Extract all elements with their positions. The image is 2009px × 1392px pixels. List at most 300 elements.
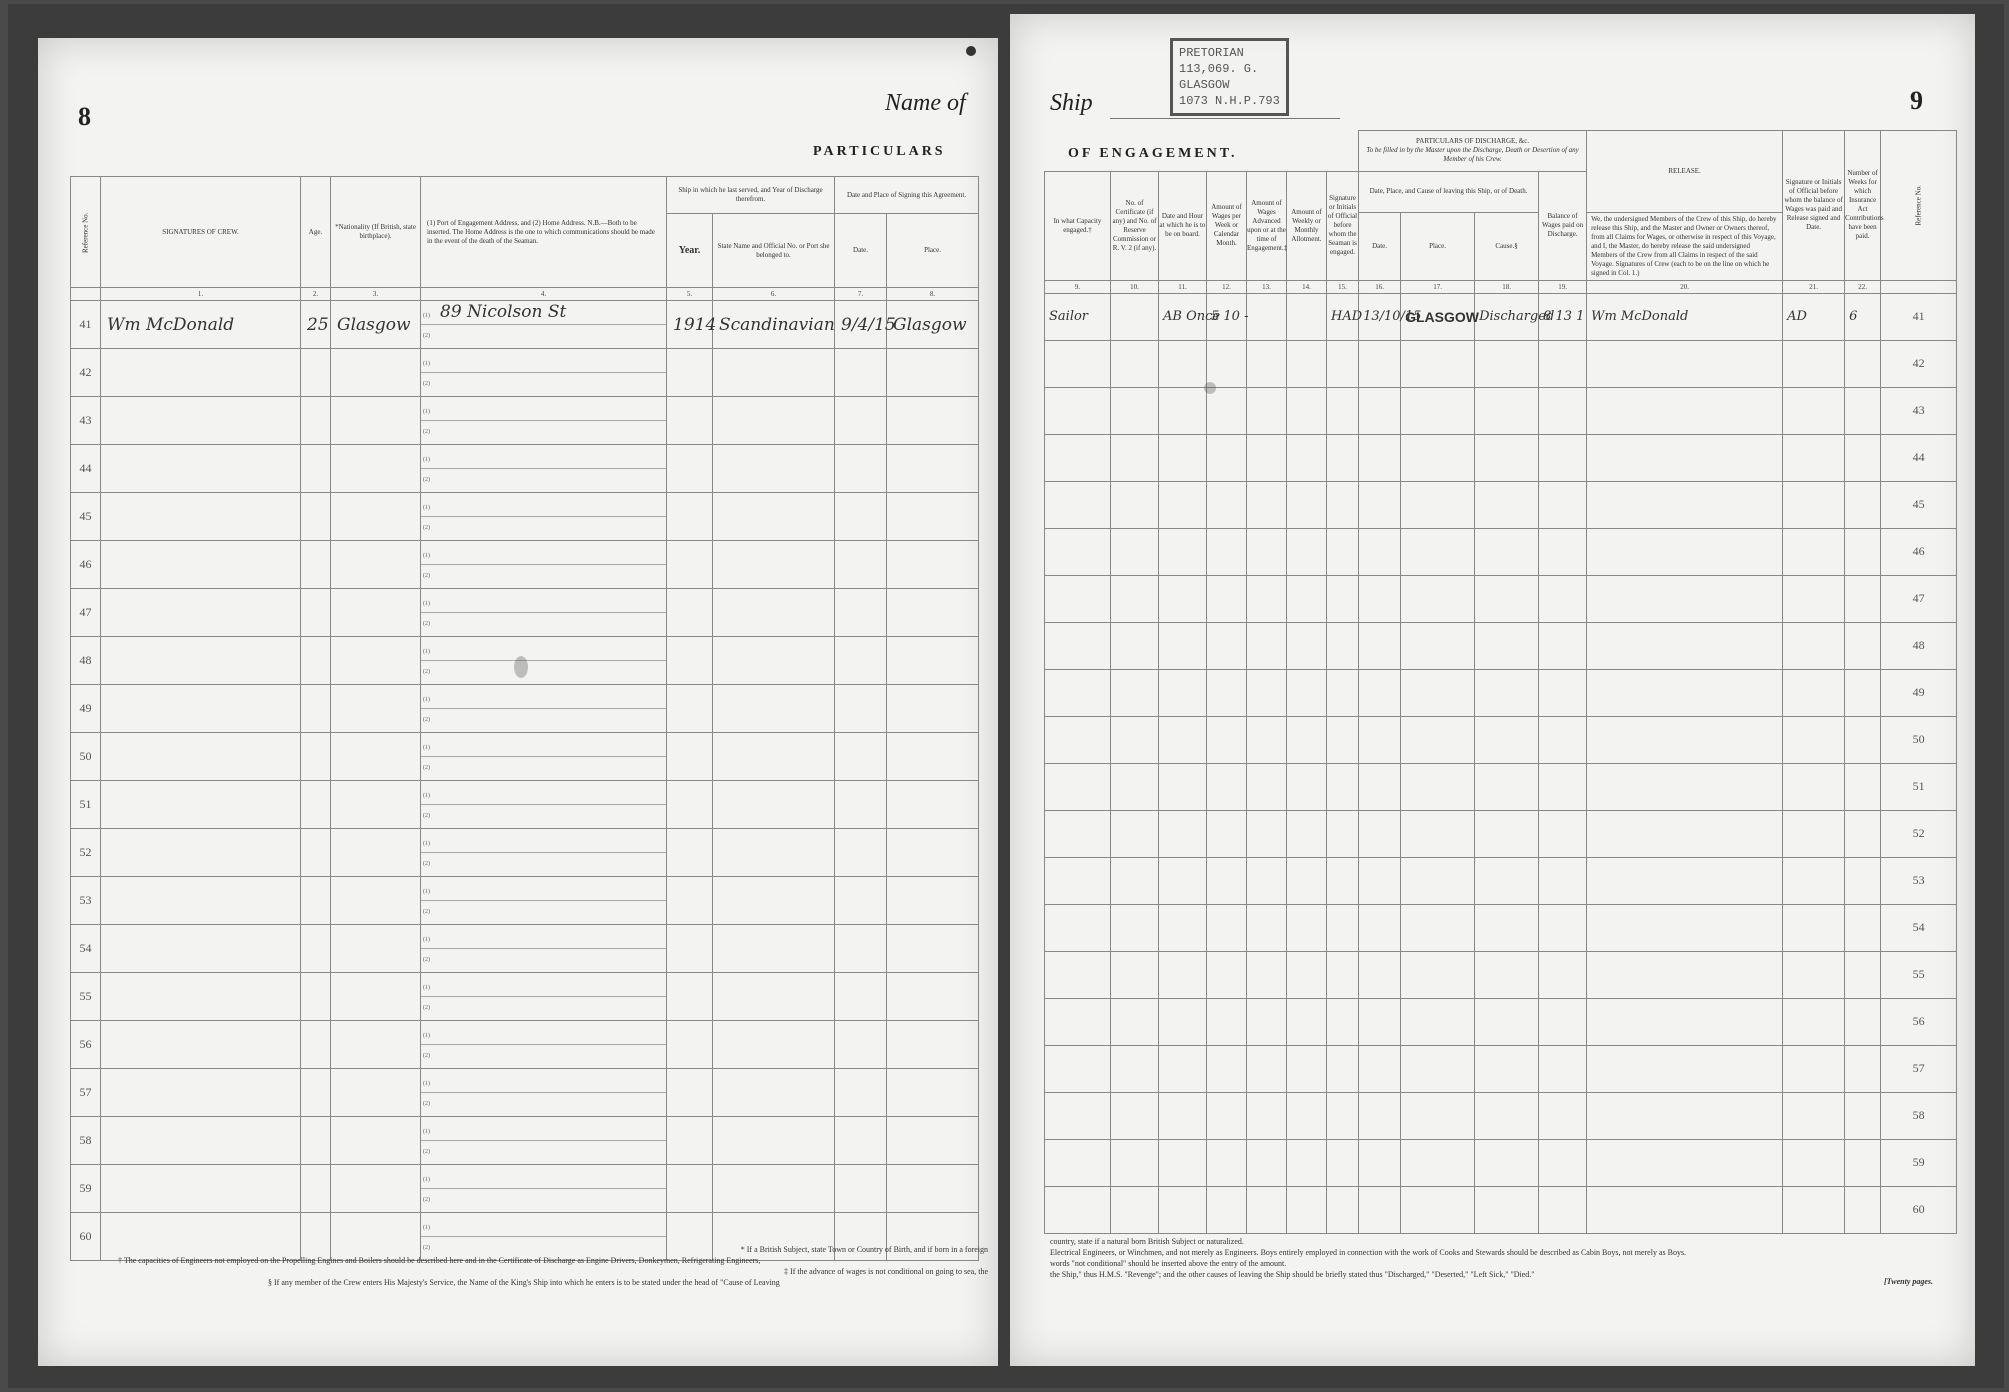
address-line-label: (2)	[423, 525, 430, 531]
last-ship-name	[713, 1165, 835, 1213]
advance-amount	[1247, 669, 1287, 716]
discharge-date	[1359, 622, 1401, 669]
wages-amount	[1207, 1139, 1247, 1186]
certificate-number	[1111, 481, 1159, 528]
column-number: 10.	[1111, 280, 1159, 293]
crew-nationality	[331, 397, 421, 445]
allotment-amount	[1287, 340, 1327, 387]
engaging-official	[1327, 857, 1359, 904]
release-signature	[1587, 622, 1783, 669]
crew-address	[421, 973, 667, 1021]
advance-amount	[1247, 575, 1287, 622]
last-ship-name	[713, 685, 835, 733]
signing-place	[887, 685, 979, 733]
last-ship-name	[713, 1069, 835, 1117]
crew-row	[71, 541, 979, 589]
last-ship-year	[667, 445, 713, 493]
reference-number: 51	[1881, 763, 1957, 810]
date-on-board	[1159, 387, 1207, 434]
date-on-board	[1159, 998, 1207, 1045]
release-signature	[1587, 763, 1783, 810]
discharge-place	[1401, 1139, 1475, 1186]
address-line-label: (2)	[423, 477, 430, 483]
reference-number: 52	[1881, 810, 1957, 857]
release-official	[1783, 528, 1845, 575]
crew-address	[421, 733, 667, 781]
last-ship-year	[667, 349, 713, 397]
discharge-cause	[1475, 857, 1539, 904]
advance-amount	[1247, 1092, 1287, 1139]
crew-nationality	[331, 925, 421, 973]
last-ship-year	[667, 829, 713, 877]
column-number: 22.	[1845, 280, 1881, 293]
certificate-number	[1111, 1092, 1159, 1139]
wages-amount	[1207, 434, 1247, 481]
discharge-place	[1401, 434, 1475, 481]
capacity-engaged	[1045, 716, 1111, 763]
last-ship-name	[713, 541, 835, 589]
release-official	[1783, 575, 1845, 622]
last-ship-name	[713, 349, 835, 397]
balance-of-wages	[1539, 716, 1587, 763]
address-line-label: (2)	[423, 1005, 430, 1011]
signing-date	[835, 781, 887, 829]
crew-address	[421, 637, 667, 685]
column-number: 7.	[835, 288, 887, 301]
column-number: 1.	[101, 288, 301, 301]
left-page	[38, 38, 998, 1366]
crew-row	[71, 685, 979, 733]
capacity-engaged	[1045, 1045, 1111, 1092]
reference-number: 60	[1881, 1186, 1957, 1233]
release-signature	[1587, 340, 1783, 387]
last-ship-year	[667, 1021, 713, 1069]
crew-row	[71, 733, 979, 781]
reference-number: 57	[71, 1069, 101, 1117]
advance-amount	[1247, 293, 1287, 340]
address-line-label: (2)	[423, 765, 430, 771]
address-line-label: (2)	[423, 1101, 430, 1107]
discharge-date	[1359, 904, 1401, 951]
advance-amount	[1247, 1139, 1287, 1186]
engagement-row	[1045, 904, 1957, 951]
discharge-date	[1359, 387, 1401, 434]
footnotes	[1050, 1236, 1950, 1280]
column-number	[1881, 280, 1957, 293]
crew-nationality	[331, 493, 421, 541]
section-heading: OF ENGAGEMENT.	[1068, 146, 1238, 161]
right-page	[1010, 14, 1975, 1366]
engaging-official	[1327, 622, 1359, 669]
capacity-engaged	[1045, 340, 1111, 387]
insurance-weeks	[1845, 904, 1881, 951]
signing-date	[835, 349, 887, 397]
signing-place: Glasgow	[887, 301, 979, 349]
reference-number: 51	[71, 781, 101, 829]
release-official	[1783, 1092, 1845, 1139]
column-number: 5.	[667, 288, 713, 301]
address-line-label: (2)	[423, 909, 430, 915]
column-header: Reference No.	[1881, 131, 1957, 281]
signing-date	[835, 445, 887, 493]
address-line-label: (1)	[423, 1033, 430, 1039]
address-line-label: (1)	[423, 745, 430, 751]
allotment-amount	[1287, 669, 1327, 716]
capacity-engaged	[1045, 528, 1111, 575]
reference-number: 58	[1881, 1092, 1957, 1139]
engaging-official	[1327, 1186, 1359, 1233]
crew-row	[71, 973, 979, 1021]
date-on-board	[1159, 1092, 1207, 1139]
last-ship-year	[667, 1165, 713, 1213]
date-on-board: AB Once	[1159, 293, 1207, 340]
last-ship-year	[667, 685, 713, 733]
balance-of-wages	[1539, 669, 1587, 716]
crew-age	[301, 877, 331, 925]
page-title: Ship	[1050, 90, 1093, 116]
discharge-place	[1401, 481, 1475, 528]
signing-place	[887, 397, 979, 445]
wages-amount	[1207, 1092, 1247, 1139]
column-header: *Nationality (If British, state birthplace).	[331, 177, 421, 288]
crew-address	[421, 1165, 667, 1213]
certificate-number	[1111, 763, 1159, 810]
certificate-number	[1111, 434, 1159, 481]
ink-blot	[1204, 382, 1216, 394]
crew-nationality	[331, 877, 421, 925]
discharge-date	[1359, 1139, 1401, 1186]
release-signature: Wm McDonald	[1587, 293, 1783, 340]
crew-row	[71, 589, 979, 637]
column-header: Date.	[835, 214, 887, 288]
discharge-place	[1401, 716, 1475, 763]
release-signature	[1587, 575, 1783, 622]
balance-of-wages	[1539, 1139, 1587, 1186]
engagement-row	[1045, 763, 1957, 810]
footnote: country, state if a natural born British Subject or naturalized.	[1050, 1237, 1244, 1246]
wages-amount	[1207, 622, 1247, 669]
release-official	[1783, 1045, 1845, 1092]
binding-hole	[966, 46, 976, 56]
column-number: 20.	[1587, 280, 1783, 293]
footnote: † The capacities of Engineers not employed on the Propelling Engines and Boilers should be described here and in the Certificate of Discharge as Engine Drivers, Donkeymen, Refrigerating Engineers,	[118, 1256, 761, 1265]
engagement-row	[1045, 951, 1957, 998]
insurance-weeks	[1845, 857, 1881, 904]
column-number: 3.	[331, 288, 421, 301]
discharge-cause	[1475, 1186, 1539, 1233]
signing-place	[887, 877, 979, 925]
release-official	[1783, 387, 1845, 434]
crew-signature	[101, 925, 301, 973]
wages-amount	[1207, 387, 1247, 434]
crew-address	[421, 925, 667, 973]
release-signature	[1587, 1092, 1783, 1139]
date-on-board	[1159, 669, 1207, 716]
advance-amount	[1247, 810, 1287, 857]
column-header: Place.	[1401, 212, 1475, 280]
crew-address	[421, 301, 667, 349]
crew-signature: Wm McDonald	[101, 301, 301, 349]
discharge-place	[1401, 810, 1475, 857]
stamp-line: 1073 N.H.P.793	[1179, 94, 1280, 108]
signing-date	[835, 589, 887, 637]
advance-amount	[1247, 434, 1287, 481]
release-signature	[1587, 810, 1783, 857]
crew-row	[71, 493, 979, 541]
release-official	[1783, 669, 1845, 716]
discharge-cause	[1475, 951, 1539, 998]
insurance-weeks	[1845, 951, 1881, 998]
wages-amount	[1207, 716, 1247, 763]
release-official	[1783, 810, 1845, 857]
release-signature	[1587, 387, 1783, 434]
discharge-date	[1359, 810, 1401, 857]
capacity-engaged	[1045, 669, 1111, 716]
wages-amount: 5 10 -	[1207, 293, 1247, 340]
pages-note: [Twenty pages.	[1884, 1277, 1934, 1286]
advance-amount	[1247, 716, 1287, 763]
address-line-label: (1)	[423, 601, 430, 607]
crew-age	[301, 1069, 331, 1117]
date-on-board	[1159, 481, 1207, 528]
discharge-cause	[1475, 622, 1539, 669]
engagement-row	[1045, 575, 1957, 622]
column-header: Amount of Wages Advanced upon or at the time of Engagement.‡	[1247, 171, 1287, 280]
certificate-number	[1111, 810, 1159, 857]
advance-amount	[1247, 951, 1287, 998]
stamp-line: 113,069. G.	[1179, 62, 1259, 76]
release-official	[1783, 481, 1845, 528]
reference-number: 60	[71, 1213, 101, 1261]
page-title: Name of	[885, 90, 966, 116]
crew-address	[421, 589, 667, 637]
reference-number: 50	[1881, 716, 1957, 763]
address-line-label: (1)	[423, 697, 430, 703]
column-number: 21.	[1783, 280, 1845, 293]
advance-amount	[1247, 622, 1287, 669]
discharge-cause	[1475, 998, 1539, 1045]
signing-date	[835, 973, 887, 1021]
discharge-place	[1401, 998, 1475, 1045]
insurance-weeks	[1845, 1092, 1881, 1139]
crew-address	[421, 541, 667, 589]
certificate-number	[1111, 622, 1159, 669]
signing-place	[887, 1021, 979, 1069]
page-number: 9	[1910, 86, 1923, 115]
address-line-label: (1)	[423, 1177, 430, 1183]
allotment-amount	[1287, 575, 1327, 622]
signing-place	[887, 1069, 979, 1117]
date-on-board	[1159, 622, 1207, 669]
wages-amount	[1207, 998, 1247, 1045]
engagement-row	[1045, 1045, 1957, 1092]
footnote: ‡ If the advance of wages is not conditional on going to sea, the	[784, 1267, 988, 1276]
signing-place	[887, 781, 979, 829]
engagement-row	[1045, 293, 1957, 340]
last-ship-name	[713, 1021, 835, 1069]
crew-age	[301, 445, 331, 493]
signing-place	[887, 589, 979, 637]
balance-of-wages	[1539, 810, 1587, 857]
column-header: No. of Certificate (if any) and No. of Reserve Commission or R. V. 2 (if any).	[1111, 171, 1159, 280]
discharge-place	[1401, 951, 1475, 998]
wages-amount	[1207, 575, 1247, 622]
crew-signature	[101, 1165, 301, 1213]
date-on-board	[1159, 857, 1207, 904]
advance-amount	[1247, 763, 1287, 810]
wages-amount	[1207, 669, 1247, 716]
reference-number: 45	[1881, 481, 1957, 528]
discharge-subheading: To be filled in by the Master upon the Discharge, Death or Desertion of any Member of his Crew.	[1366, 146, 1579, 164]
balance-of-wages	[1539, 951, 1587, 998]
column-number: 19.	[1539, 280, 1587, 293]
crew-signature	[101, 1117, 301, 1165]
engaging-official	[1327, 951, 1359, 998]
signing-date: 9/4/15	[835, 301, 887, 349]
crew-signature	[101, 781, 301, 829]
release-official	[1783, 622, 1845, 669]
capacity-engaged	[1045, 481, 1111, 528]
insurance-weeks	[1845, 340, 1881, 387]
crew-age	[301, 397, 331, 445]
insurance-weeks	[1845, 810, 1881, 857]
allotment-amount	[1287, 293, 1327, 340]
crew-row	[71, 301, 979, 349]
discharge-place	[1401, 1045, 1475, 1092]
wages-amount	[1207, 481, 1247, 528]
capacity-engaged	[1045, 763, 1111, 810]
crew-nationality	[331, 685, 421, 733]
insurance-weeks	[1845, 669, 1881, 716]
release-signature	[1587, 1139, 1783, 1186]
last-ship-year: 1914	[667, 301, 713, 349]
balance-of-wages	[1539, 622, 1587, 669]
crew-row	[71, 445, 979, 493]
advance-amount	[1247, 1186, 1287, 1233]
signing-place	[887, 493, 979, 541]
allotment-amount	[1287, 904, 1327, 951]
date-on-board	[1159, 1139, 1207, 1186]
crew-nationality	[331, 1069, 421, 1117]
engaging-official	[1327, 575, 1359, 622]
crew-age	[301, 589, 331, 637]
crew-nationality	[331, 589, 421, 637]
crew-signature	[101, 1069, 301, 1117]
signing-place	[887, 1165, 979, 1213]
capacity-engaged	[1045, 951, 1111, 998]
allotment-amount	[1287, 763, 1327, 810]
advance-amount	[1247, 387, 1287, 434]
column-number: 14.	[1287, 280, 1327, 293]
crew-age	[301, 637, 331, 685]
address-line-label: (1)	[423, 793, 430, 799]
crew-age	[301, 1117, 331, 1165]
discharge-date: 13/10/15	[1359, 293, 1401, 340]
wages-amount	[1207, 528, 1247, 575]
last-ship-year	[667, 1117, 713, 1165]
reference-number: 44	[1881, 434, 1957, 481]
engagement-row	[1045, 857, 1957, 904]
section-heading: PARTICULARS	[813, 144, 946, 159]
discharge-date	[1359, 481, 1401, 528]
crew-signature	[101, 877, 301, 925]
address-line-label: (2)	[423, 381, 430, 387]
discharge-cause	[1475, 810, 1539, 857]
crew-nationality	[331, 349, 421, 397]
reference-number: 48	[1881, 622, 1957, 669]
footnote: Electrical Engineers, or Winchmen, and not merely as Engineers. Boys entirely employed in connection with the work of Cooks and Stewards should be described as Cabin Boys, not merely as Boys.	[1050, 1248, 1687, 1257]
release-official: AD	[1783, 293, 1845, 340]
release-signature	[1587, 716, 1783, 763]
column-header: Date.	[1359, 212, 1401, 280]
reference-number: 53	[1881, 857, 1957, 904]
wages-amount	[1207, 1186, 1247, 1233]
capacity-engaged	[1045, 998, 1111, 1045]
crew-row	[71, 349, 979, 397]
discharge-place	[1401, 622, 1475, 669]
engagement-row	[1045, 810, 1957, 857]
last-ship-year	[667, 973, 713, 1021]
crew-address	[421, 493, 667, 541]
signing-date	[835, 685, 887, 733]
crew-address	[421, 397, 667, 445]
crew-address	[421, 829, 667, 877]
address-line-label: (1)	[423, 841, 430, 847]
capacity-engaged	[1045, 387, 1111, 434]
footnote: * If a British Subject, state Town or Country of Birth, and if born in a foreign	[740, 1245, 988, 1254]
balance-of-wages	[1539, 763, 1587, 810]
allotment-amount	[1287, 481, 1327, 528]
address-line-label: (2)	[423, 957, 430, 963]
discharge-cause	[1475, 904, 1539, 951]
discharge-cause: Discharged	[1475, 293, 1539, 340]
engagement-row	[1045, 669, 1957, 716]
crew-address	[421, 1021, 667, 1069]
crew-age	[301, 781, 331, 829]
crew-row	[71, 1117, 979, 1165]
discharge-date	[1359, 998, 1401, 1045]
certificate-number	[1111, 904, 1159, 951]
insurance-weeks	[1845, 1045, 1881, 1092]
advance-amount	[1247, 528, 1287, 575]
balance-of-wages	[1539, 340, 1587, 387]
discharge-place	[1401, 763, 1475, 810]
reference-number: 48	[71, 637, 101, 685]
column-header: Cause.§	[1475, 212, 1539, 280]
reference-number: 56	[1881, 998, 1957, 1045]
wages-amount	[1207, 810, 1247, 857]
last-ship-year	[667, 925, 713, 973]
column-header: Signature or Initials of Official before whom the balance of Wages was paid and Release signed and Date.	[1783, 131, 1845, 281]
signing-date	[835, 877, 887, 925]
capacity-engaged	[1045, 434, 1111, 481]
column-number: 8.	[887, 288, 979, 301]
insurance-weeks	[1845, 434, 1881, 481]
release-signature	[1587, 528, 1783, 575]
crew-nationality	[331, 637, 421, 685]
release-official	[1783, 857, 1845, 904]
date-on-board	[1159, 528, 1207, 575]
capacity-engaged	[1045, 575, 1111, 622]
last-ship-name	[713, 493, 835, 541]
discharge-cause	[1475, 481, 1539, 528]
balance-of-wages	[1539, 904, 1587, 951]
column-number: 11.	[1159, 280, 1207, 293]
discharge-cause	[1475, 340, 1539, 387]
crew-row	[71, 1165, 979, 1213]
address-line-label: (2)	[423, 1149, 430, 1155]
release-official	[1783, 716, 1845, 763]
